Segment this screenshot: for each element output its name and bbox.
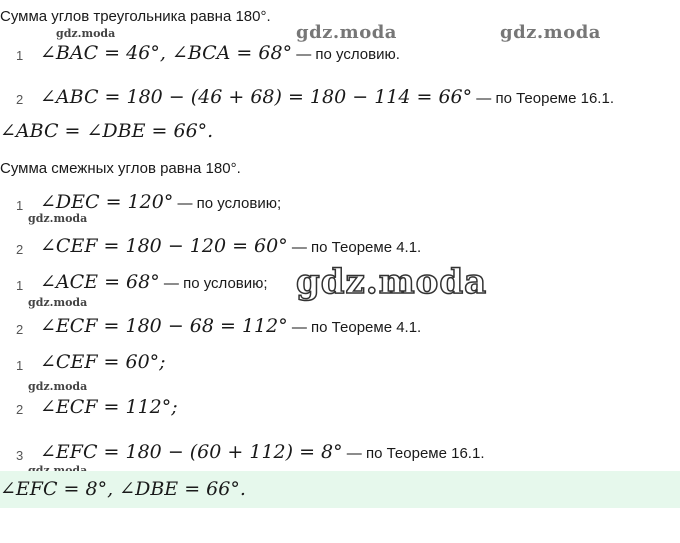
step-line [40,351,166,373]
step-number: 2 [16,242,24,257]
step-number: 2 [16,322,24,337]
step-number: 1 [16,278,24,293]
intro-adjacent-sum: Сумма смежных углов равна 180°. [0,160,241,177]
step-reason: — по Теореме 4.1. [287,319,422,336]
step-formula: ∠CEF = 60°; [40,351,166,373]
intro-triangle-sum: Сумма углов треугольника равна 180°. [0,8,271,25]
watermark-small: gdz.moda [28,380,88,393]
step-formula: ∠EFC = 180 − (60 + 112) = 8° [40,441,343,463]
step-number: 2 [16,92,24,107]
step-line [40,235,421,257]
step-formula: ∠ECF = 112°; [40,396,178,418]
step-number: 1 [16,198,24,213]
result-abc: ∠ABC = ∠DBE = 66°. [0,120,214,142]
step-number: 1 [16,48,24,63]
step-line [40,191,281,213]
step-number: 3 [16,448,24,463]
step-line [40,315,421,337]
step-formula: ∠ABC = 180 − (46 + 68) = 180 − 114 = 66° [40,86,473,108]
step-line [40,42,400,64]
watermark-small: gdz.moda [56,27,116,40]
step-reason: — по Теореме 16.1. [342,445,485,462]
step-formula: ∠ECF = 180 − 68 = 112° [40,315,288,337]
final-answer: ∠EFC = 8°, ∠DBE = 66°. [0,478,246,500]
watermark-small: gdz.moda [28,296,88,309]
step-reason: — по условию; [173,195,282,212]
watermark-medium: gdz.moda [500,22,601,43]
step-formula: ∠BAC = 46°, ∠BCA = 68° [40,42,293,64]
step-line [40,396,178,418]
step-reason: — по условию. [292,46,400,63]
step-reason: — по Теореме 4.1. [287,239,422,256]
step-line [40,271,268,293]
step-reason: — по Теореме 16.1. [472,90,614,107]
step-line [40,86,614,108]
watermark-large: gdz.moda [296,262,488,302]
step-formula: ∠DEC = 120° [40,191,174,213]
step-reason: — по условию; [159,275,268,292]
step-number: 1 [16,358,24,373]
watermark-small: gdz.moda [28,212,88,225]
step-line [40,441,484,463]
step-formula: ∠ACE = 68° [40,271,160,293]
watermark-medium: gdz.moda [296,22,397,43]
step-formula: ∠CEF = 180 − 120 = 60° [40,235,288,257]
step-number: 2 [16,402,24,417]
